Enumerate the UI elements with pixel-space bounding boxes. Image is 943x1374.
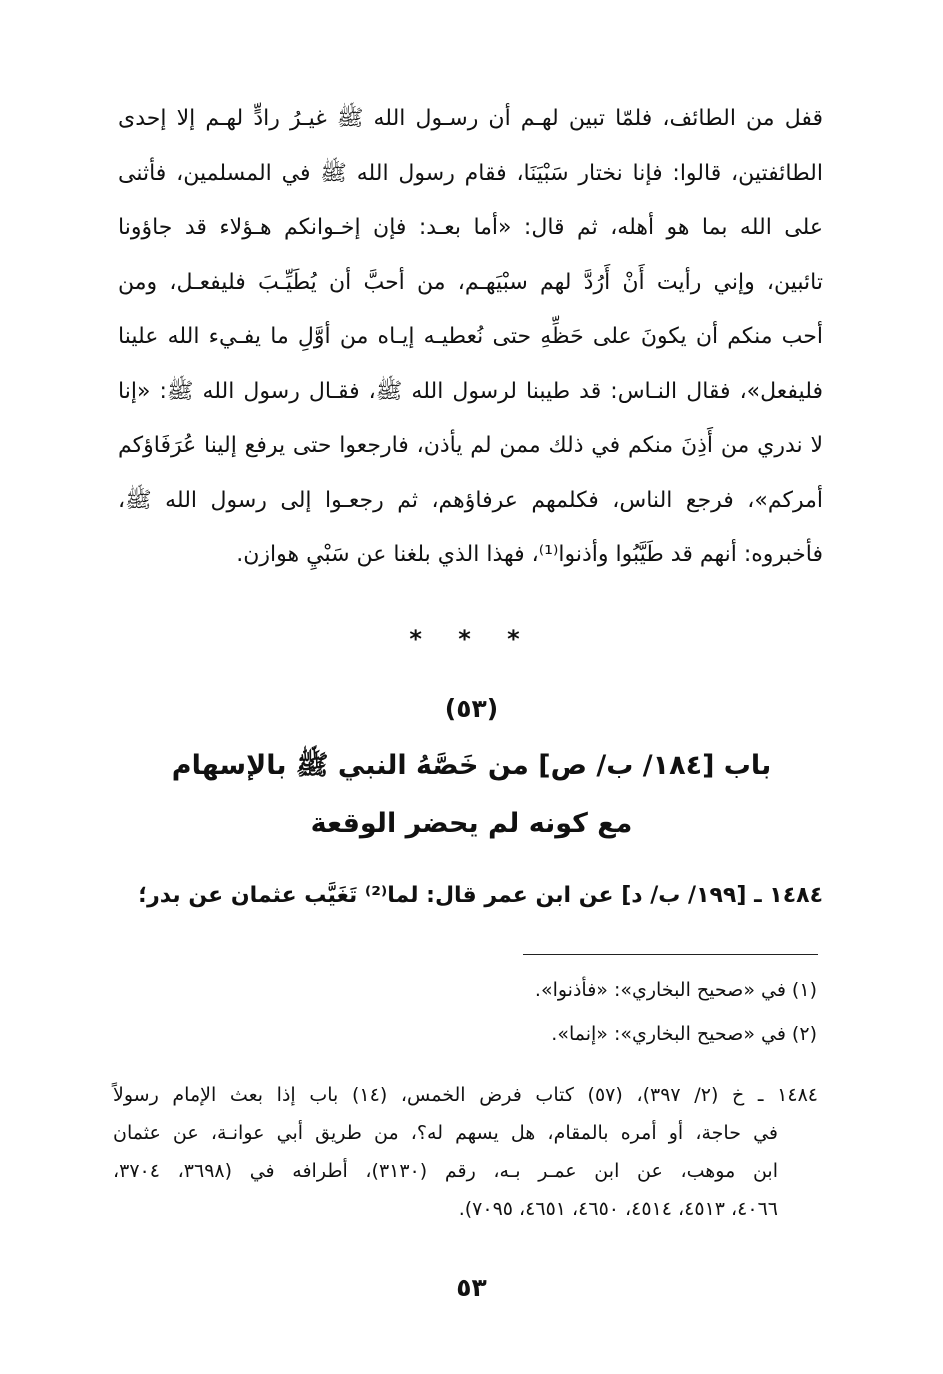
reference-line: في حاجة، أو أمره بالمقام، هل يسهم له؟، من طريق أبي عوانـة، عن عثمان <box>113 1122 778 1144</box>
text-line: الطائفتين، قالوا: فإنا نختار سَبْيَنَا، فقام رسول الله ﷺ في المسلمين، فأثنى <box>118 160 823 186</box>
footnote: (١) في «صحيح البخاري»: «فأذنوا». <box>534 979 817 1001</box>
section-separator: * * * <box>409 625 534 653</box>
reference-line: ابن موهب، عن ابن عمـر بـه، رقم (٣١٣٠)، أطرافه في (٣٦٩٨، ٣٧٠٤، <box>113 1160 778 1182</box>
reference-line: ٤٠٦٦، ٤٥١٣، ٤٥١٤، ٤٦٥٠، ٤٦٥١، ٧٠٩٥). <box>458 1198 778 1220</box>
text-line: فأخبروه: أنهم قد طَيَّبُوا وأذنوا⁽¹⁾، فهذا الذي بلغنا عن سَبْيِ هوازن. <box>236 542 823 567</box>
chapter-title: باب [١٨٤/ ب/ ص] من خَصَّهُ النبي ﷺ بالإسهام <box>171 750 772 781</box>
page-number: ٥٣ <box>456 1273 487 1302</box>
reference-line: ١٤٨٤ ـ خ (٢/ ٣٩٧)، (٥٧) كتاب فرض الخمس، (١٤) باب إذا بعث الإمام رسولاً <box>113 1084 818 1106</box>
text-line: تائبين، وإني رأيت أَنْ أَرُدَّ لهم سبْيَهـم، من أحبَّ أن يُطَيِّـبَ فليفعـل، ومن <box>118 269 823 295</box>
text-line: أمركم»، فرجع الناس، فكلمهم عرفاؤهم، ثم رجعـوا إلى رسول الله ﷺ، <box>118 487 823 513</box>
chapter-subtitle: مع كونه لم يحضر الوقعة <box>310 808 633 839</box>
text-line: على الله بما هو أهله، ثم قال: «أما بعـد: فإن إخـوانكم هـؤلاء قد جاؤونا <box>118 215 823 240</box>
text-line: أحب منكم أن يكونَ على حَظِّهِ حتى نُعطيـه إيـاه من أوَّلِ ما يفـيء الله علينا <box>118 324 823 349</box>
chapter-number: (٥٣) <box>444 694 499 723</box>
text-line: فليفعل»، فقال النـاس: قد طيبنا لرسول الله ﷺ، فقـال رسول الله ﷺ: «إنا <box>118 378 823 404</box>
source-reference <box>113 1076 818 1228</box>
hadith-opening-line: ١٤٨٤ ـ [١٩٩/ ب/ د] عن ابن عمر قال: لما⁽²⁾ تَغَيَّب عثمان عن بدر؛ <box>138 883 823 908</box>
footnote-divider <box>523 954 818 955</box>
text-line: قفل من الطائف، فلمّا تبين لهـم أن رسـول الله ﷺ غيـرُ رادٍّ لهـم إلا إحدى <box>118 106 823 131</box>
narration-paragraph <box>118 92 823 583</box>
text-line: لا ندري من أَذِنَ منكم في ذلك ممن لم يأذن، فارجعوا حتى يرفع إلينا عُرَفَاؤكم <box>118 433 823 458</box>
footnote: (٢) في «صحيح البخاري»: «إنما». <box>551 1023 817 1045</box>
